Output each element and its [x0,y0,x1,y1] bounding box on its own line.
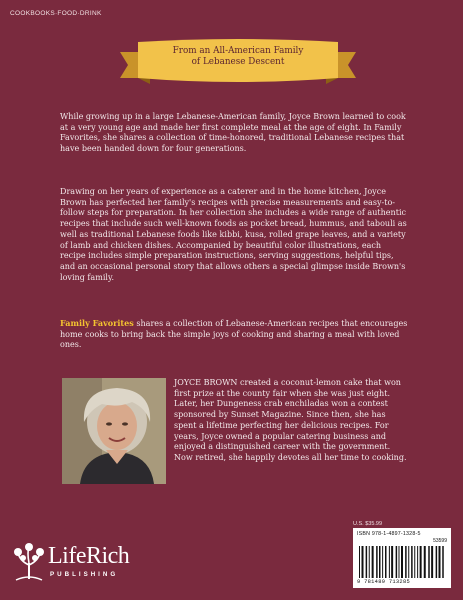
book-title-highlight: Family Favorites [60,318,134,328]
description-paragraph-1: While growing up in a large Lebanese-American family, Joyce Brown learned to cook at a very young age and made her first complete meal at the age of eight. In Family Favorites, she shares a collection of time-honored, traditional Lebanese recipes that have been handed down for four generations. [60,112,406,154]
barcode-bar [382,546,383,578]
barcode-bar [362,546,364,578]
barcode-bar [379,546,381,578]
barcode-bar [369,546,370,578]
description-paragraph-2: Drawing on her years of experience as a caterer and in the home kitchen, Joyce Brown has perfected her family's recipes with precise measurements and easy-to-follow steps for preparation. In her collection she includes a wide range of authentic recipes that include such well-known foods as pocket bread, hummus, and tabouli as well as traditional Lebanese foods like kibbi, kusa, rolled grape leaves, and a variety of lamb and chicken dishes. Accompanied by beautiful color illustrations, each recipe includes simple preparation instructions, serving suggestions, helpful tips, and an occasional personal story that allows others a special glimpse inside Brown's loving family. [60,187,407,282]
barcode-bar [420,546,422,578]
barcode-bar [376,546,378,578]
barcode [359,546,445,578]
barcode-bar [411,546,413,578]
tagline-text [144,46,332,68]
barcode-bar [396,546,398,578]
isbn-text: ISBN 978-1-4897-1328-5 [357,531,421,537]
barcode-digits: 9 781489 713285 [357,579,411,585]
barcode-bar [431,546,433,578]
barcode-bar [442,546,444,578]
barcode-panel [353,528,451,588]
barcode-bar [372,546,374,578]
tagline-ribbon [120,38,356,94]
barcode-bar [359,546,360,578]
barcode-bar [436,546,438,578]
barcode-bar [408,546,409,578]
description-paragraph-3 [60,318,408,351]
author-bio: JOYCE BROWN created a coconut-lemon cake that won first prize at the county fair when she was just eight. Later, her Dungeness crab enchiladas won a contest sponsored by Sunset Magazine. Since then, she has spent a lifetime perfecting her delicious recipes. For years, Joyce owned a popular catering business and enjoyed a distinguished career with the government. Now retired, she happily devotes all her time to cooking. [174,378,407,462]
barcode-bar [424,546,426,578]
tree-icon [12,543,46,581]
publisher-sub: PUBLISHING [50,571,119,578]
author-portrait-illustration [62,378,166,484]
barcode-bar [399,546,400,578]
author-photo [62,378,166,484]
barcode-bar [428,546,430,578]
paragraph-3-text: shares a collection of Lebanese-American recipes that encourages home cooks to bring back the simple joys of cooking and sharing a meal with loved ones. [60,319,408,350]
barcode-bar [366,546,368,578]
barcode-bar [405,546,407,578]
barcode-bar [414,546,415,578]
tagline-line-2: of Lebanese Descent [191,57,285,67]
publisher-logo [12,541,152,583]
barcode-bar [401,546,403,578]
barcode-bar [391,546,393,578]
barcode-bar [385,546,387,578]
barcode-bar [417,546,418,578]
category-label: COOKBOOKS·FOOD·DRINK [10,10,102,17]
tagline-line-1: From an All-American Family [172,46,304,56]
barcode-bar [439,546,441,578]
barcode-bar [389,546,390,578]
price-code: 53599 [433,538,447,544]
price-label: U.S. $35.99 [353,521,383,527]
publisher-name: LifeRich [48,543,130,569]
